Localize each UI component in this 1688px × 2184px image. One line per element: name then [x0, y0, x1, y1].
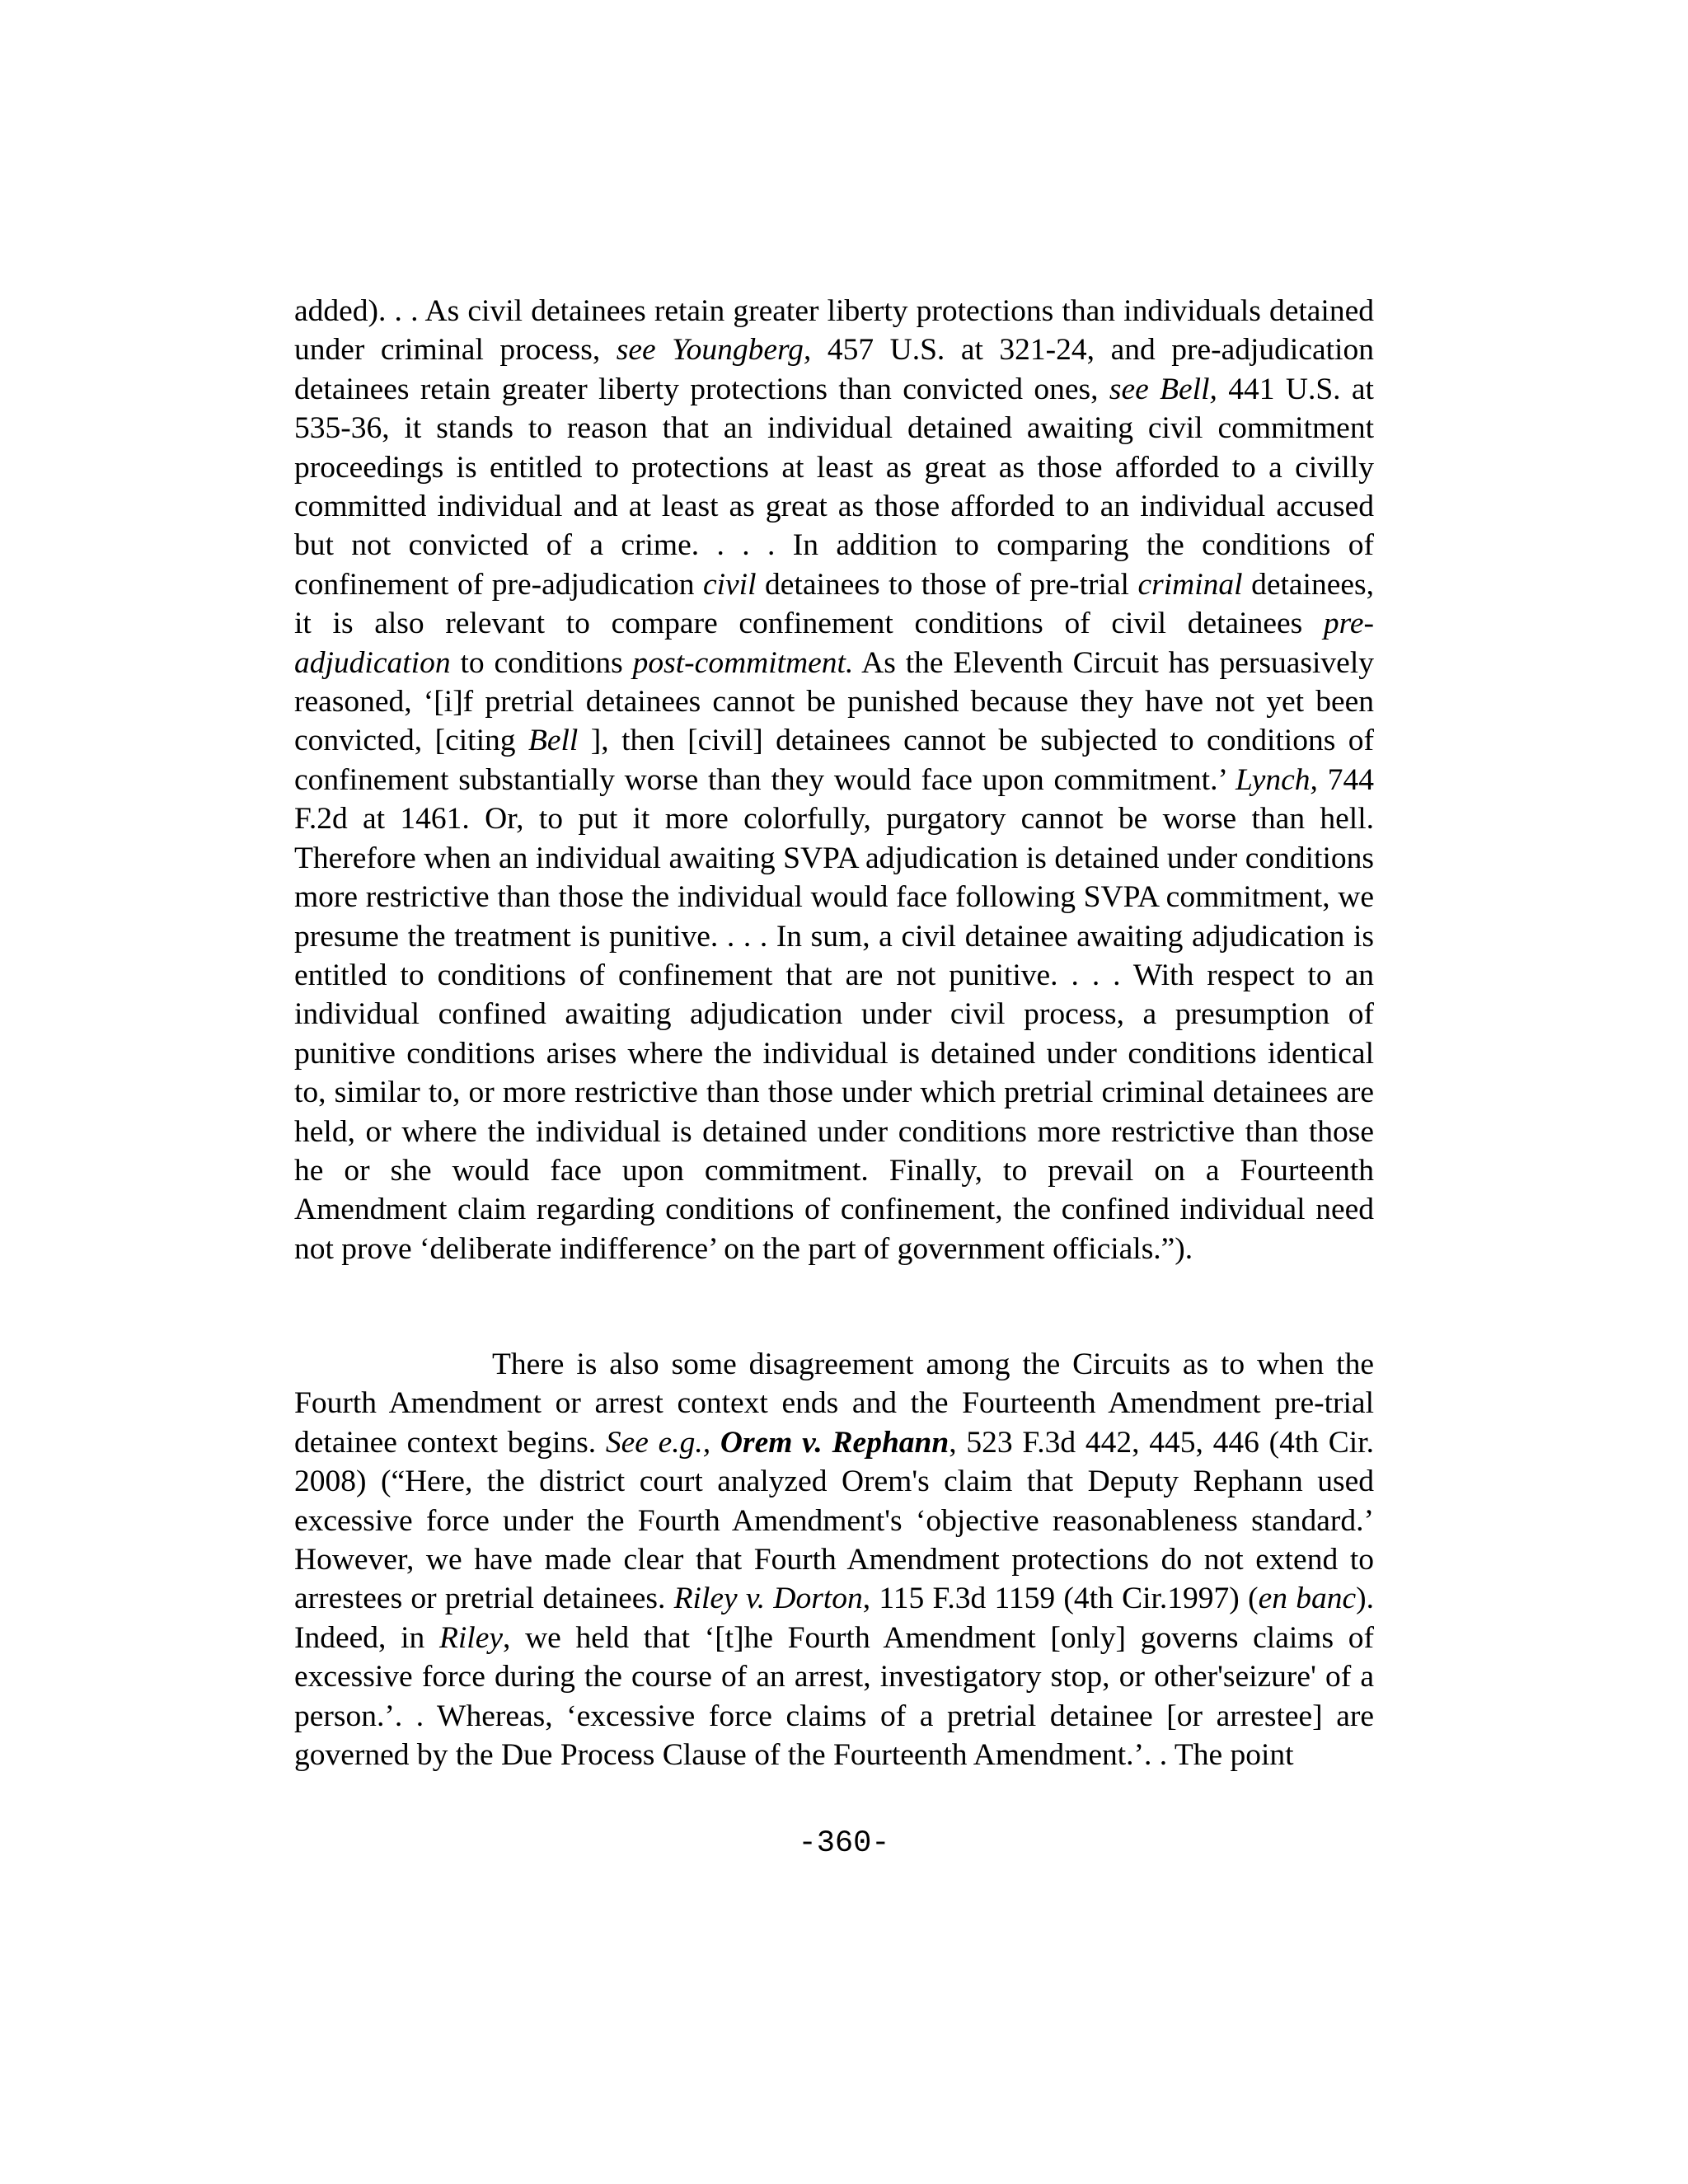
page-number: -360-: [798, 1826, 890, 1861]
text-run: , we held that ‘[t]he Fourth Amendment [only] governs claims of excessive force during the course of an arrest, investigatory stop, or other'seizure' of a person.’. . Whereas, ‘excessive force claims of a pretrial detainee [or arrestee] are governed by the Due Process Clause of the Fourteenth Amendment.’. . The point: [294, 1620, 1374, 1773]
text-run: There is also some disagreement among the Circuits as to when the Fourth Amendment or arrest context ends and the Fourteenth Amendment pre-trial detainee context begins.: [294, 1347, 1374, 1460]
case-citation: see Youngberg,: [616, 333, 812, 368]
text-run: , 523 F.3d 442, 445, 446 (4th Cir. 2008) (“Here, the district court analyzed Orem's claim that Deputy Rephann used excessive force under the Fourth Amendment's ‘objective reasonableness standard.’ However, we have made clear that Fourth Amendment protections do not extend to arrestees or pretrial detainees.: [294, 1425, 1375, 1616]
emphasis: post-commitment.: [632, 645, 854, 680]
body-paragraph-2: [294, 1345, 1374, 1774]
case-citation: see Bell,: [1109, 372, 1217, 406]
text-run: As the Eleventh Circuit has persuasively reasoned, ‘[i]f pretrial detainees cannot be punished because they have not yet been convicted, [citing: [294, 645, 1374, 758]
text-run: added). . . As civil detainees retain greater liberty protections than individuals detained under criminal process,: [294, 294, 1374, 368]
text-run: , 115 F.3d 1159 (4th Cir.1997) (: [862, 1582, 1259, 1616]
emphasis: en banc: [1258, 1582, 1357, 1616]
emphasis: civil: [702, 567, 757, 602]
case-citation: Lynch,: [1236, 762, 1318, 797]
text-run: [710, 1426, 720, 1460]
emphasis: pre-adjudication: [294, 607, 1374, 680]
text-run: 457 U.S. at 321-24, and pre-adjudication detainees retain greater liberty protections than convicted ones,: [294, 333, 1374, 406]
text-run: detainees, it is also relevant to compare confinement conditions of civil detainees: [294, 567, 1374, 641]
text-run: 441 U.S. at 535-36, it stands to reason that an individual detained awaiting civil commitment proceedings is entitled to protections at least as great as those afforded to a civilly committed individual and at least as great as those afforded to an individual accused but not convicted of a crime. . . . In addition to comparing the conditions of confinement of pre-adjudication: [294, 372, 1374, 602]
case-citation: Riley: [438, 1620, 504, 1655]
text-run: detainees to those of pre-trial: [756, 567, 1138, 602]
case-name-bold: Orem v. Rephann: [720, 1425, 950, 1460]
text-run: to conditions: [450, 645, 633, 680]
text-run: ], then [civil] detainees cannot be subjected to conditions of confinement substantially worse than they would face upon commitment.’: [294, 724, 1374, 797]
text-run: 744 F.2d at 1461. Or, to put it more colorfully, purgatory cannot be worse than hell. Therefore when an individual awaiting SVPA adjudication is detained under conditions more restrictive than those the individual would face following SVPA commitment, we presume the treatment is punitive. . . . In sum, a civil detainee awaiting adjudication is entitled to conditions of confinement that are not punitive. . . . With respect to an individual confined awaiting adjudication under civil process, a presumption of punitive conditions arises where the individual is detained under conditions identical to, similar to, or more restrictive than those under which pretrial criminal detainees are held, or where the individual is detained under conditions more restrictive than those he or she would face upon commitment. Finally, to prevail on a Fourteenth Amendment claim regarding conditions of confinement, the confined individual need not prove ‘deliberate indifference’ on the part of government officials.”).: [294, 762, 1375, 1266]
case-citation: Riley v. Dorton: [673, 1582, 863, 1616]
body-paragraph-1: [294, 292, 1374, 1268]
case-citation: Bell: [528, 724, 579, 758]
emphasis: criminal: [1137, 567, 1243, 602]
text-run: ). Indeed, in: [294, 1582, 1374, 1655]
citation-signal: See e.g.,: [605, 1425, 711, 1460]
